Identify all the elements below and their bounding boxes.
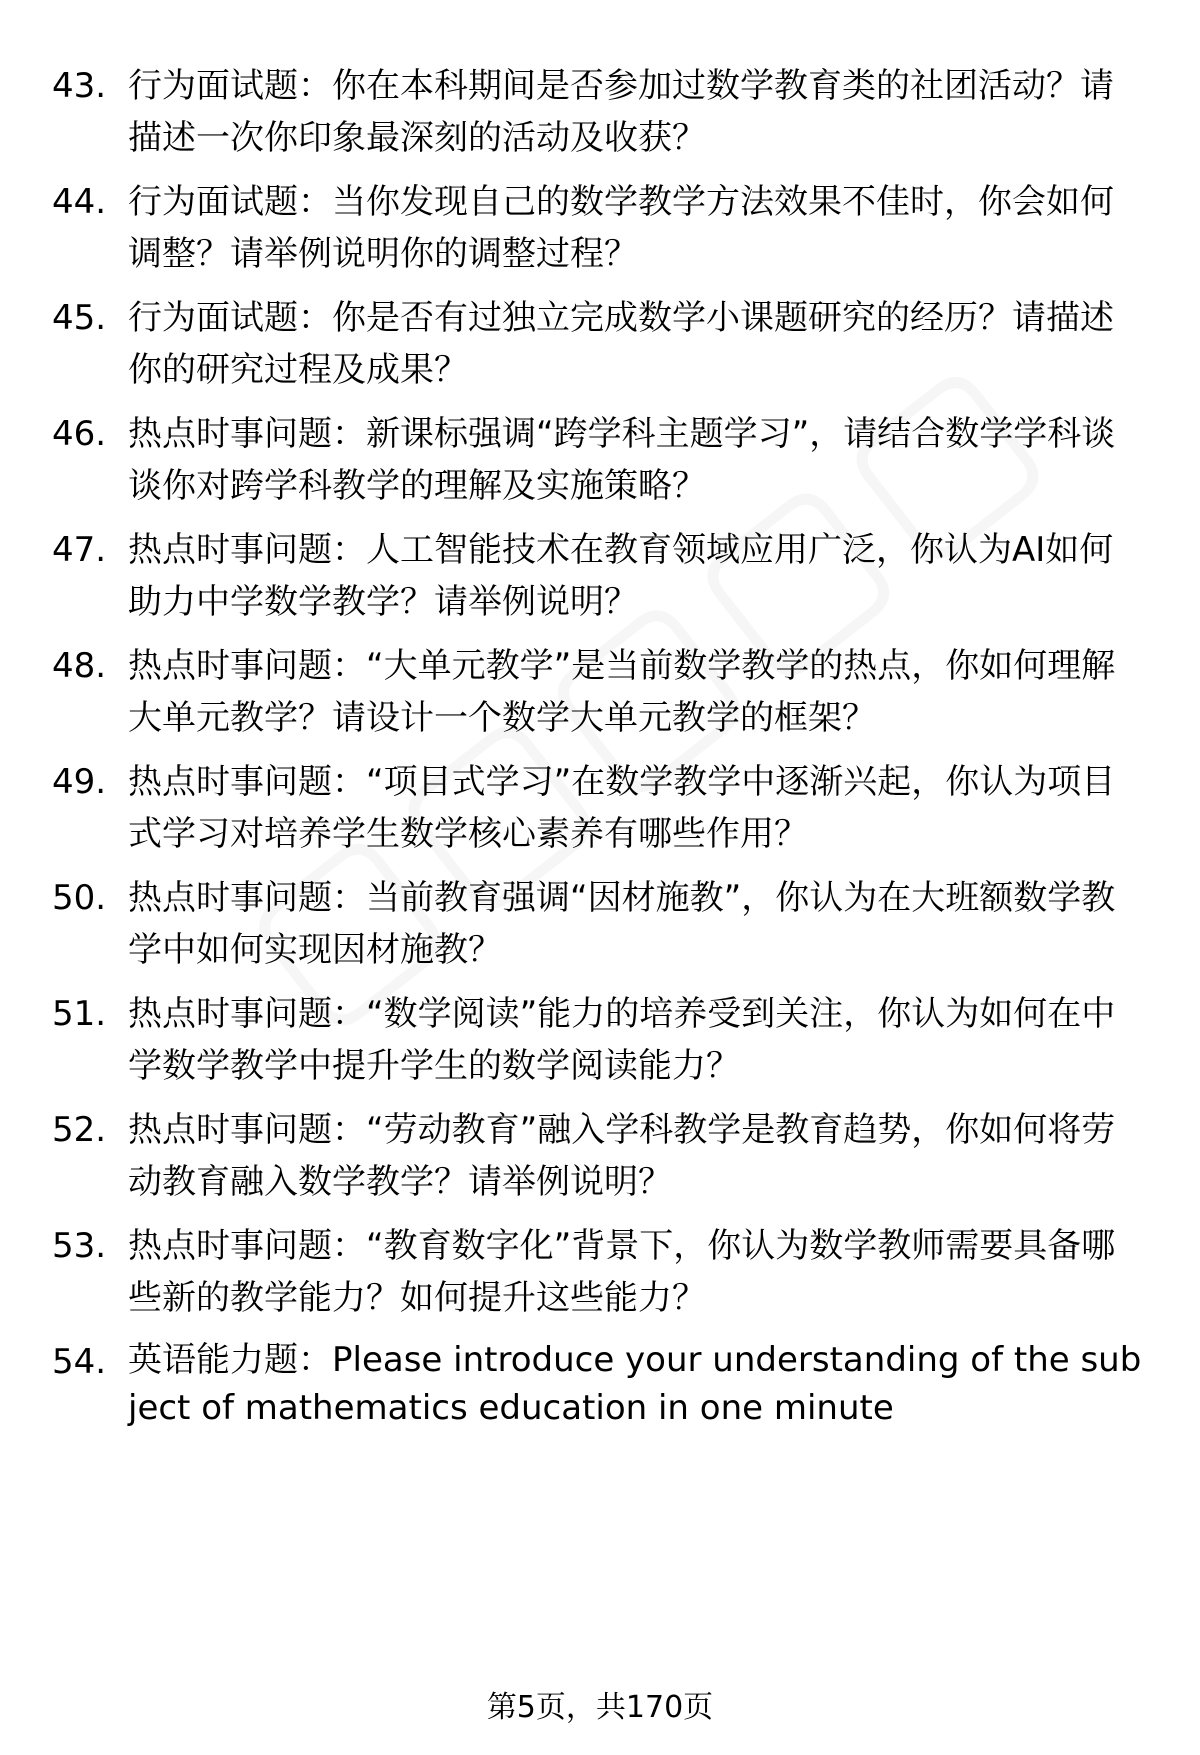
question-item-50 — [52, 872, 1142, 976]
question-text: 热点时事问题：“数学阅读”能力的培养受到关注，你认为如何在中学数学教学中提升学生的数学阅读能力？ — [128, 994, 1116, 1086]
question-item-51 — [52, 988, 1142, 1092]
question-text: 热点时事问题：当前教育强调“因材施教”，你认为在大班额数学教学中如何实现因材施教？ — [128, 878, 1116, 970]
question-item-44 — [52, 176, 1142, 280]
question-text: 热点时事问题：“劳动教育”融入学科教学是教育趋势，你如何将劳动教育融入数学教学？请举例说明？ — [128, 1110, 1116, 1202]
question-text: 热点时事问题：“教育数字化”背景下，你认为数学教师需要具备哪些新的教学能力？如何提升这些能力？ — [128, 1226, 1116, 1318]
page-number-label: 第5页，共170页 — [486, 1690, 714, 1725]
question-text: 热点时事问题：“大单元教学”是当前数学教学的热点，你如何理解大单元教学？请设计一个数学大单元教学的框架？ — [128, 646, 1116, 738]
question-item-49 — [52, 756, 1142, 860]
question-number: 45. — [52, 298, 107, 338]
question-number: 49. — [52, 762, 107, 802]
question-text: 热点时事问题：新课标强调“跨学科主题学习”，请结合数学学科谈谈你对跨学科教学的理解及实施策略？ — [128, 414, 1116, 506]
question-number: 43. — [52, 66, 107, 106]
question-text: 行为面试题：你在本科期间是否参加过数学教育类的社团活动？请描述一次你印象最深刻的活动及收获？ — [128, 66, 1114, 158]
question-number: 54. — [52, 1342, 107, 1382]
question-number: 44. — [52, 182, 107, 222]
question-item-52 — [52, 1104, 1142, 1208]
question-number: 50. — [52, 878, 107, 918]
question-item-46 — [52, 408, 1142, 512]
question-item-54 — [52, 1336, 1142, 1432]
question-item-53 — [52, 1220, 1142, 1324]
question-text: 热点时事问题：人工智能技术在教育领域应用广泛，你认为AI如何助力中学数学教学？请举例说明？ — [128, 530, 1114, 622]
question-text: 热点时事问题：“项目式学习”在数学教学中逐渐兴起，你认为项目式学习对培养学生数学核心素养有哪些作用？ — [128, 762, 1116, 854]
question-text: 英语能力题：Please introduce your understanding of the subject of mathematics education in one minute — [128, 1340, 1142, 1428]
question-number: 51. — [52, 994, 107, 1034]
question-number: 48. — [52, 646, 107, 686]
question-number: 52. — [52, 1110, 107, 1150]
question-number: 53. — [52, 1226, 107, 1266]
question-item-47 — [52, 524, 1142, 628]
question-item-45 — [52, 292, 1142, 396]
question-text: 行为面试题：你是否有过独立完成数学小课题研究的经历？请描述你的研究过程及成果？ — [128, 298, 1114, 390]
question-number: 47. — [52, 530, 107, 570]
question-item-48 — [52, 640, 1142, 744]
question-item-43 — [52, 60, 1142, 164]
page-footer — [0, 1688, 1200, 1728]
question-text: 行为面试题：当你发现自己的数学教学方法效果不佳时，你会如何调整？请举例说明你的调整过程？ — [128, 182, 1114, 274]
question-number: 46. — [52, 414, 107, 454]
